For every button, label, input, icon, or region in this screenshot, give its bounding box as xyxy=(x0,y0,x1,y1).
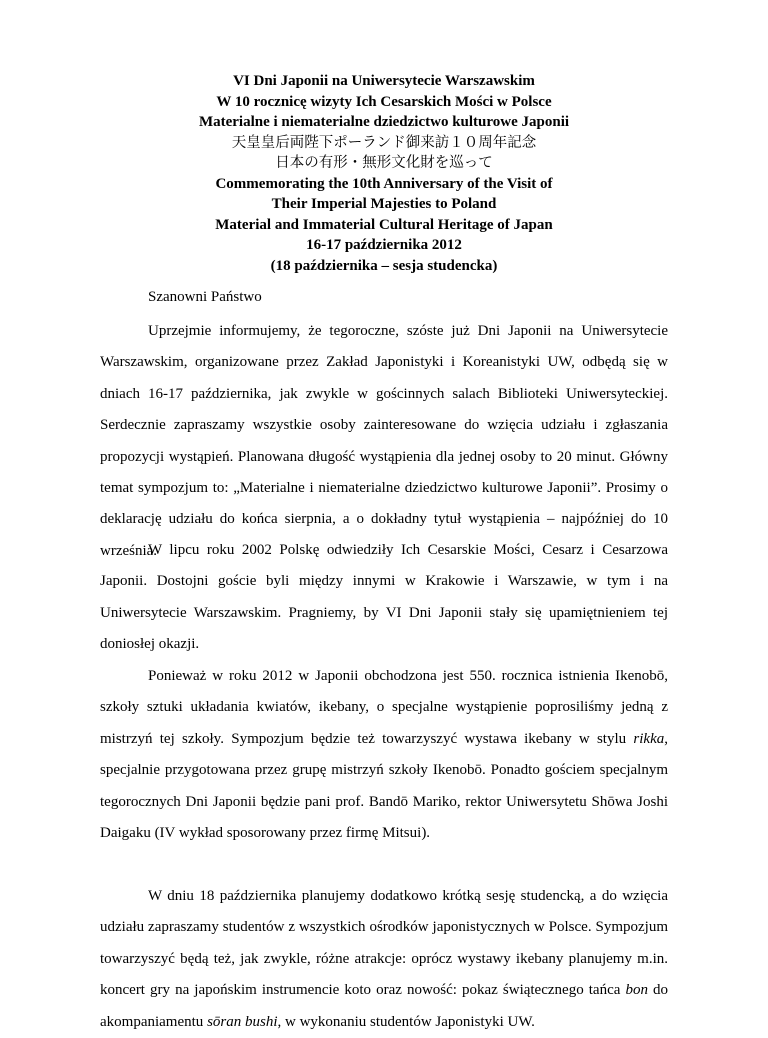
paragraph-announcement: Uprzejmie informujemy, że tegoroczne, szóste już Dni Japonii na Uniwersytecie Warszawskim, organizowane przez Zakład Japonistyki i Koreanistyki UW, odbędą się w dniach 16-17 października, jak zwykle w gościnnych salach Biblioteki Uniwersyteckiej. Serdecznie zapraszamy wszystkie osoby zainteresowane do wzięcia udziału i zgłaszania propozycji wystąpień. Planowana długość wystąpienia dla jednej osoby to 20 minut. Główny temat sympozjum to: „Materialne i niematerialne dziedzictwo kulturowe Japonii”. Prosimy o deklarację udziału do końca sierpnia, a o dokładny tytuł wystąpienia – najpóźniej do 10 września. xyxy=(100,323,668,559)
salutation: Szanowni Państwo xyxy=(148,289,262,305)
header-subtitle-line: W 10 rocznicę wizyty Ich Cesarskich Mości w Polsce xyxy=(216,93,552,110)
header-japanese-line: 天皇皇后両陛下ポーランド御来訪１０周年記念 xyxy=(231,134,537,151)
header-date-line: 16-17 października 2012 xyxy=(306,237,462,253)
paragraph-text: , specjalnie przygotowana przez grupę mistrzyń szkoły Ikenobō. Ponadto gościem specjalnym tegorocznych Dni Japonii będzie pani prof. Bandō Mariko, rektor Uniwersytetu Shōwa Joshi Daigaku (IV wykład sposorowany przez firmę Mitsui). xyxy=(100,730,668,842)
header-theme-line: Materialne i niematerialne dziedzictwo kulturowe Japonii xyxy=(198,114,570,130)
header-english-line: Commemorating the 10th Anniversary of the Visit of xyxy=(215,175,553,192)
paragraph-student-session xyxy=(100,881,668,1038)
header-english-theme-line: Material and Immaterial Cultural Heritage of Japan xyxy=(215,216,553,233)
italic-term: rikka xyxy=(633,730,665,747)
paragraph-text: , w wykonaniu studentów Japonistyki UW. xyxy=(277,1013,535,1030)
header-english-line: Their Imperial Majesties to Poland xyxy=(271,196,497,212)
header-japanese-theme-line: 日本の有形・無形文化財を巡って xyxy=(275,155,493,171)
paragraph-text: do akompaniamentu xyxy=(100,982,669,1030)
italic-term: bon xyxy=(625,982,648,999)
document-header xyxy=(100,71,668,276)
paragraph-ikenobo xyxy=(100,661,668,849)
paragraph-imperial-visit: W lipcu roku 2002 Polskę odwiedziły Ich Cesarskie Mości, Cesarz i Cesarzowa Japonii. Dostojni goście byli między innymi w Krakowie i Warszawie, w tym i na Uniwersytecie Warszawskim. Pragniemy, by VI Dni Japonii stały się upamiętnieniem tej doniosłej okazji. xyxy=(100,542,668,653)
header-title-line: VI Dni Japonii na Uniwersytecie Warszawskim xyxy=(233,73,535,89)
italic-term: sōran bushi xyxy=(207,1013,278,1030)
paragraph-text: Ponieważ w roku 2012 w Japonii obchodzona jest 550. rocznica istnienia Ikenobō, szkoły sztuki układania kwiatów, ikebany, o specjalne wystąpienie poprosiliśmy jedną z mistrzyń tej szkoły. Sympozjum będzie też towarzyszyć wystawa ikebany w stylu xyxy=(100,668,668,747)
paragraph-text: W dniu 18 października planujemy dodatkowo krótką sesję studencką, a do wzięcia udziału zapraszamy studentów z wszystkich ośrodków japonistycznych w Polsce. Sympozjum towarzyszyć będą też, jak zwykle, różne atrakcje: oprócz wystawy ikebany planujemy m.in. koncert gry na japońskim instrumencie koto oraz nowość: pokaz świątecznego tańca xyxy=(100,888,668,999)
header-student-session-line: (18 października – sesja studencka) xyxy=(270,257,498,274)
